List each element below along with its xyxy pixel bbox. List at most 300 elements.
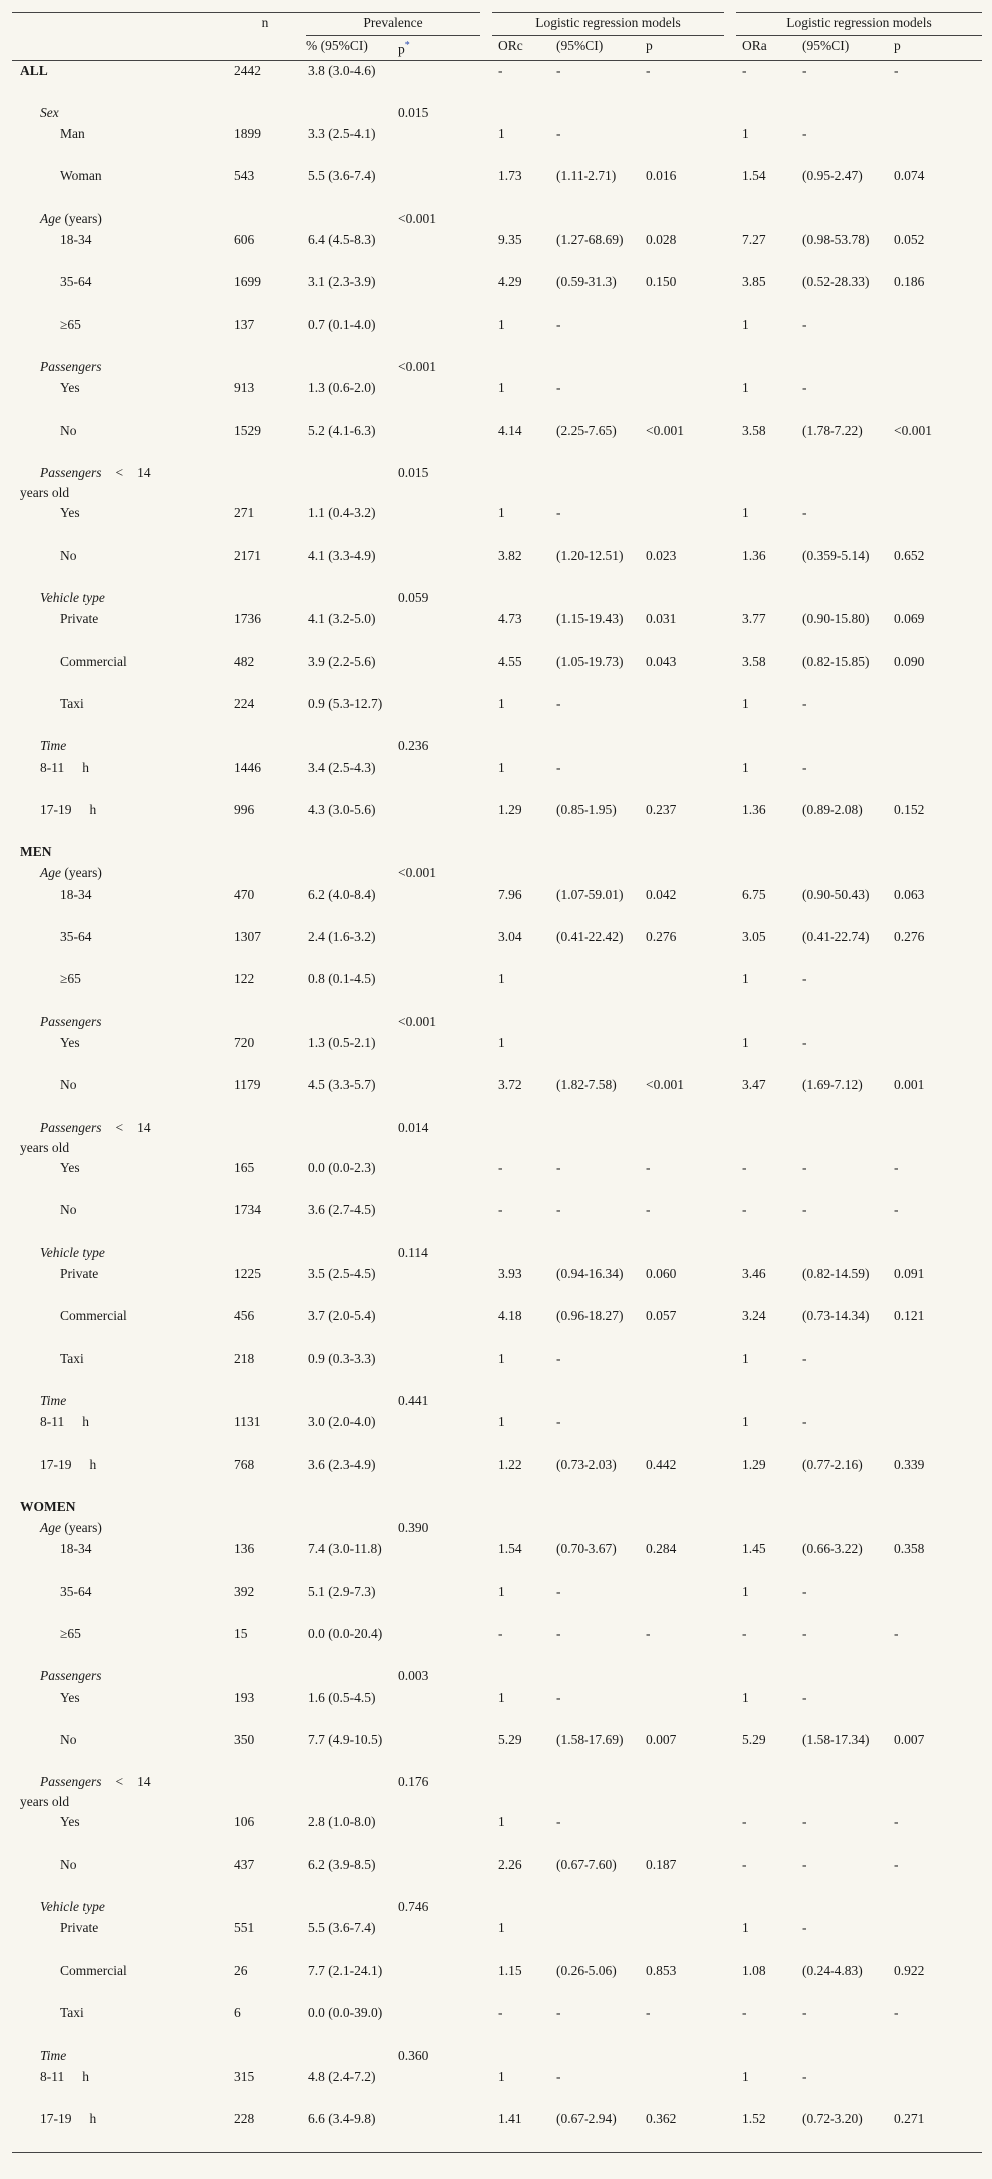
cell-empty (894, 209, 982, 230)
cell-p (398, 503, 486, 545)
table-row (12, 885, 982, 927)
results-table (12, 12, 982, 2153)
cell-empty (730, 588, 802, 609)
cell-p-crude: 0.043 (646, 653, 677, 669)
header-ora: ORa (742, 38, 767, 53)
cell-p-adj: 0.052 (894, 232, 925, 248)
cell-p-adj: 0.652 (894, 547, 925, 563)
row-label (12, 927, 224, 969)
cell-p (398, 1855, 486, 1897)
cell-p: 0.360 (398, 2047, 429, 2063)
group-label (12, 736, 224, 757)
table-row (12, 1855, 982, 1897)
cell-n (224, 1243, 306, 1264)
cell-p (398, 1033, 486, 1075)
cell-n (224, 1012, 306, 1033)
cell-ora: 3.85 (742, 274, 766, 290)
cell-p: 0.236 (398, 738, 429, 754)
table-row (12, 694, 982, 736)
row-label-text: 18-34 (60, 886, 92, 902)
group-label-rest: years old (20, 1794, 70, 1810)
cell-n: 470 (234, 886, 255, 902)
cell-ora: 3.24 (742, 1308, 766, 1324)
cell-p (398, 2003, 486, 2045)
cell-p (398, 927, 486, 969)
cell-ora: - (742, 2005, 747, 2021)
cell-ci-adj: - (802, 1202, 807, 1218)
cell-n (224, 2046, 306, 2067)
cell-orc: 9.35 (498, 232, 522, 248)
cell-p (398, 1730, 486, 1772)
cell-n: 228 (234, 2111, 255, 2127)
cell-ora: 1.45 (742, 1541, 766, 1557)
cell-empty (646, 1518, 730, 1539)
cell-ci-crude: (1.20-12.51) (556, 547, 624, 563)
cell-ci-adj: (0.90-50.43) (802, 886, 870, 902)
cell-ci-adj: - (802, 1626, 807, 1642)
cell-empty (556, 2046, 646, 2067)
cell-p (398, 1264, 486, 1306)
cell-empty (556, 736, 646, 757)
row-label (12, 609, 224, 651)
cell-empty (486, 463, 556, 503)
row-label-text: Private (60, 611, 99, 627)
cell-ci-adj: (0.82-15.85) (802, 653, 870, 669)
cell-prevalence: 3.6 (2.7-4.5) (308, 1202, 376, 1218)
cell-empty (894, 1897, 982, 1918)
cell-empty (486, 588, 556, 609)
cell-orc: 1 (498, 1035, 505, 1051)
cell-ora: 3.46 (742, 1265, 766, 1281)
cell-p (398, 546, 486, 588)
cell-prevalence (306, 1666, 398, 1687)
cell-orc (486, 1497, 556, 1518)
cell-ci-adj: - (802, 380, 807, 396)
cell-p (398, 1349, 486, 1391)
cell-ci-adj: (1.69-7.12) (802, 1077, 863, 1093)
cell-ora: - (742, 1856, 747, 1872)
row-label (12, 2067, 224, 2109)
header-empty-3 (224, 36, 306, 61)
cell-empty (894, 1518, 982, 1539)
row-label-text: Commercial (60, 1962, 127, 1978)
cell-empty (486, 1772, 556, 1812)
section-label: WOMEN (20, 1498, 76, 1514)
cell-n (224, 1118, 306, 1158)
cell-prevalence: 5.2 (4.1-6.3) (308, 422, 376, 438)
cell-empty (646, 588, 730, 609)
cell-p: 0.176 (398, 1774, 429, 1790)
cell-n: 437 (234, 1856, 255, 1872)
less-than-symbol: < (115, 465, 124, 481)
cell-ci-crude: (0.85-1.95) (556, 801, 617, 817)
cell-prevalence: 5.5 (3.6-7.4) (308, 168, 376, 184)
cell-empty (802, 1666, 894, 1687)
cell-ci-crude: - (556, 1414, 561, 1430)
cell-empty (646, 1012, 730, 1033)
cell-ci-adj: (0.73-14.34) (802, 1308, 870, 1324)
row-label (12, 1730, 224, 1772)
cell-orc: 1.15 (498, 1962, 522, 1978)
cell-orc: 1 (498, 380, 505, 396)
cell-p-crude (646, 758, 730, 800)
row-label-text: 35-64 (60, 274, 92, 290)
cell-n: 1225 (234, 1265, 261, 1281)
cell-ci-crude (556, 842, 646, 863)
cell-p-crude: 0.276 (646, 929, 677, 945)
row-label (12, 1412, 224, 1454)
group-label-text: Passengers (40, 1668, 102, 1684)
cell-p: 0.015 (398, 465, 429, 481)
cell-ci-crude: - (556, 126, 561, 142)
cell-ora: 1 (742, 759, 749, 775)
cell-empty (556, 1243, 646, 1264)
cell-p-adj: 0.339 (894, 1456, 925, 1472)
cell-p: 0.441 (398, 1392, 429, 1408)
cell-prevalence: 0.9 (5.3-12.7) (308, 695, 383, 711)
cell-empty (646, 1391, 730, 1412)
cell-prevalence (306, 736, 398, 757)
cell-ci-crude (556, 1497, 646, 1518)
cell-prevalence (306, 842, 398, 863)
cell-ci-crude: - (556, 505, 561, 521)
cell-p-adj: - (894, 1626, 899, 1642)
cell-orc: 1 (498, 695, 505, 711)
cell-n: 122 (234, 971, 255, 987)
cell-ci-crude: - (556, 1159, 561, 1175)
cell-orc: 3.72 (498, 1077, 522, 1093)
cell-p (398, 1075, 486, 1117)
cell-ci-adj: - (802, 1159, 807, 1175)
cell-empty (556, 1772, 646, 1812)
footnote-link[interactable]: * (404, 40, 410, 51)
cell-p-crude: - (646, 2005, 651, 2021)
cell-empty (730, 1772, 802, 1812)
table-row (12, 421, 982, 463)
cell-p-crude: 0.060 (646, 1265, 677, 1281)
cell-p-crude (646, 315, 730, 357)
cell-n: 543 (234, 168, 255, 184)
cell-empty (894, 588, 982, 609)
cell-n: 996 (234, 801, 255, 817)
table-row (12, 1897, 982, 1918)
cell-n (224, 588, 306, 609)
row-label (12, 694, 224, 736)
cell-orc: - (498, 1159, 503, 1175)
cell-empty (556, 1012, 646, 1033)
cell-ora: 1.29 (742, 1456, 766, 1472)
cell-orc: 3.04 (498, 929, 522, 945)
row-label-text: ≥65 (60, 1626, 81, 1642)
table-row (12, 1243, 982, 1264)
row-label (12, 885, 224, 927)
cell-orc: 1 (498, 2068, 505, 2084)
cell-p-adj (894, 503, 982, 545)
cell-empty (802, 1012, 894, 1033)
cell-ora: 1 (742, 1414, 749, 1430)
cell-n (224, 463, 306, 503)
cell-prevalence: 3.1 (2.3-3.9) (308, 274, 376, 290)
cell-n: 720 (234, 1035, 255, 1051)
cell-empty (556, 588, 646, 609)
row-label-text: 35-64 (60, 929, 92, 945)
cell-orc: 1 (498, 505, 505, 521)
cell-ora: 1 (742, 126, 749, 142)
cell-empty (556, 863, 646, 884)
cell-empty (894, 1012, 982, 1033)
cell-empty (802, 357, 894, 378)
cell-n (224, 1666, 306, 1687)
cell-p-adj (894, 758, 982, 800)
cell-prevalence: 4.5 (3.3-5.7) (308, 1077, 376, 1093)
cell-ci-adj: - (802, 1689, 807, 1705)
cell-prevalence: 4.3 (3.0-5.6) (308, 801, 376, 817)
cell-orc: 4.29 (498, 274, 522, 290)
cell-p (398, 124, 486, 166)
cell-ora: 3.58 (742, 653, 766, 669)
cell-orc: 3.93 (498, 1265, 522, 1281)
cell-empty (894, 1118, 982, 1158)
cell-empty (802, 1118, 894, 1158)
cell-p (398, 694, 486, 736)
header-row-2 (12, 36, 982, 61)
cell-orc: 4.55 (498, 653, 522, 669)
cell-p-crude (646, 124, 730, 166)
cell-n: 106 (234, 1814, 255, 1830)
row-label-text: Woman (60, 168, 102, 184)
cell-p-crude (646, 2067, 730, 2109)
cell-p-crude: - (646, 1626, 651, 1642)
cell-ci-adj: (0.98-53.78) (802, 232, 870, 248)
cell-ora: 1 (742, 505, 749, 521)
row-label (12, 1455, 224, 1497)
less-than-symbol: < (115, 1119, 124, 1135)
cell-ora: 1 (742, 1035, 749, 1051)
cell-empty (646, 1666, 730, 1687)
table-row (12, 1497, 982, 1518)
cell-ci-crude: (0.26-5.06) (556, 1962, 617, 1978)
cell-ci-adj: - (802, 2005, 807, 2021)
cell-n: 551 (234, 1920, 255, 1936)
table-row (12, 546, 982, 588)
cell-empty (802, 103, 894, 124)
cell-p (398, 1688, 486, 1730)
cell-p (398, 885, 486, 927)
cell-p-adj (894, 1582, 982, 1624)
cell-ci-adj: (0.90-15.80) (802, 611, 870, 627)
table-row (12, 758, 982, 800)
cell-n: 26 (234, 1962, 248, 1978)
cell-p-crude (646, 1412, 730, 1454)
cell-ci-crude: - (556, 2068, 561, 2084)
cell-ci-crude: (1.27-68.69) (556, 232, 624, 248)
cell-orc: 1.41 (498, 2111, 522, 2127)
cell-p-adj (894, 1497, 982, 1518)
cell-prevalence: 1.3 (0.5-2.1) (308, 1035, 376, 1051)
cell-p-adj (894, 315, 982, 357)
cell-orc: 2.26 (498, 1856, 522, 1872)
cell-p-crude: 0.442 (646, 1456, 677, 1472)
cell-p-crude (646, 503, 730, 545)
row-label (12, 652, 224, 694)
cell-ora: 1.36 (742, 801, 766, 817)
cell-n: 1131 (234, 1414, 261, 1430)
cell-ci-adj: - (802, 1856, 807, 1872)
cell-ora: 1 (742, 1583, 749, 1599)
table-row (12, 503, 982, 545)
table-row (12, 1582, 982, 1624)
cell-n: 136 (234, 1541, 255, 1557)
cell-p-adj (894, 1349, 982, 1391)
cell-ci-crude: (0.94-16.34) (556, 1265, 624, 1281)
row-label (12, 546, 224, 588)
age-threshold: 14 (137, 465, 151, 481)
table-row (12, 609, 982, 651)
cell-p-crude (646, 1033, 730, 1075)
header-pct-ci: % (95%CI) (306, 38, 368, 53)
cell-p: <0.001 (398, 1013, 436, 1029)
cell-p (398, 272, 486, 314)
cell-empty (730, 1518, 802, 1539)
row-label-text: Private (60, 1265, 99, 1281)
group-label (12, 1666, 224, 1687)
cell-prevalence: 3.4 (2.5-4.3) (308, 759, 376, 775)
row-label (12, 503, 224, 545)
group-label-text: Vehicle type (40, 589, 105, 605)
cell-p (398, 315, 486, 357)
cell-p-adj: - (894, 2005, 899, 2021)
cell-ci-adj: (0.89-2.08) (802, 801, 863, 817)
cell-n (224, 842, 306, 863)
cell-p-crude: 0.187 (646, 1856, 677, 1872)
table-row (12, 2003, 982, 2045)
cell-p-adj (894, 1412, 982, 1454)
cell-empty (730, 357, 802, 378)
cell-p (398, 1812, 486, 1854)
group-label-text: Age (40, 1520, 61, 1536)
group-label-text: Time (40, 738, 67, 754)
row-label-unit: h (89, 801, 97, 817)
cell-p (398, 1497, 486, 1518)
group-label-line (20, 1118, 224, 1138)
cell-empty (730, 1012, 802, 1033)
cell-ci-adj: - (802, 695, 807, 711)
cell-empty (730, 1243, 802, 1264)
cell-prevalence: 0.9 (0.3-3.3) (308, 1350, 376, 1366)
cell-ci-adj: (0.77-2.16) (802, 1456, 863, 1472)
cell-empty (802, 463, 894, 503)
cell-p-crude (646, 1349, 730, 1391)
cell-prevalence (306, 1497, 398, 1518)
cell-orc: 4.73 (498, 611, 522, 627)
cell-empty (894, 1772, 982, 1812)
cell-prevalence: 2.4 (1.6-3.2) (308, 929, 376, 945)
age-threshold: 14 (137, 1774, 151, 1790)
cell-ci-crude: - (556, 759, 561, 775)
cell-p (398, 60, 486, 103)
cell-orc: 3.82 (498, 547, 522, 563)
cell-empty (802, 1391, 894, 1412)
table-row (12, 315, 982, 357)
cell-orc: 1 (498, 971, 505, 987)
cell-orc: 1 (498, 316, 505, 332)
cell-n: 913 (234, 380, 255, 396)
cell-n: 768 (234, 1456, 255, 1472)
group-label-text: Time (40, 1392, 67, 1408)
cell-p-adj: 0.001 (894, 1077, 925, 1093)
row-label (12, 1158, 224, 1200)
cell-p: 0.015 (398, 104, 429, 120)
row-label-text: No (60, 422, 77, 438)
cell-ora: 1.36 (742, 547, 766, 563)
cell-p (398, 1961, 486, 2003)
row-label-unit: h (89, 1456, 97, 1472)
row-label-text: ≥65 (60, 316, 81, 332)
row-label (12, 1961, 224, 2003)
cell-ora: - (742, 1814, 747, 1830)
cell-p-adj: 0.069 (894, 611, 925, 627)
header-p-text: p (398, 41, 405, 57)
cell-p-adj (894, 1033, 982, 1075)
cell-empty (730, 1666, 802, 1687)
row-label-text: 8-11 (40, 759, 65, 775)
row-label-text: 17-19 (40, 1456, 72, 1472)
cell-ora: 1.08 (742, 1962, 766, 1978)
cell-n: 606 (234, 232, 255, 248)
cell-ci-adj: (0.52-28.33) (802, 274, 870, 290)
cell-ci-adj: - (802, 505, 807, 521)
cell-empty (894, 1666, 982, 1687)
table-row (12, 1518, 982, 1539)
group-label (12, 1012, 224, 1033)
table-row (12, 1688, 982, 1730)
row-label (12, 800, 224, 842)
table-row (12, 124, 982, 166)
cell-p (398, 842, 486, 863)
cell-p-adj: 0.922 (894, 1962, 925, 1978)
group-label-text: Time (40, 2047, 67, 2063)
cell-empty (646, 1118, 730, 1158)
cell-ci-crude: (1.82-7.58) (556, 1077, 617, 1093)
cell-prevalence: 6.6 (3.4-9.8) (308, 2111, 376, 2127)
cell-p-crude: 0.023 (646, 547, 677, 563)
cell-p (398, 2067, 486, 2109)
cell-ci-adj: (0.359-5.14) (802, 547, 870, 563)
cell-ora: 1 (742, 2068, 749, 2084)
cell-p-adj: 0.090 (894, 653, 925, 669)
cell-empty (646, 863, 730, 884)
table-row (12, 1391, 982, 1412)
cell-ci-adj: - (802, 1920, 807, 1936)
row-label-text: 17-19 (40, 2111, 72, 2127)
cell-ora (730, 842, 802, 863)
table-row (12, 969, 982, 1011)
cell-ci-crude: - (556, 1814, 561, 1830)
cell-orc: 1.73 (498, 168, 522, 184)
cell-ora: 1.52 (742, 2111, 766, 2127)
cell-empty (894, 103, 982, 124)
cell-prevalence: 3.9 (2.2-5.6) (308, 653, 376, 669)
cell-n (224, 357, 306, 378)
row-label-text: Yes (60, 380, 80, 396)
group-label (12, 1897, 224, 1918)
row-label-unit: h (82, 2068, 89, 2084)
group-label-text: Vehicle type (40, 1244, 105, 1260)
group-label-rest: years old (20, 1139, 70, 1155)
cell-p (398, 969, 486, 1011)
cell-p (398, 1455, 486, 1497)
row-label-unit: h (82, 1414, 89, 1430)
